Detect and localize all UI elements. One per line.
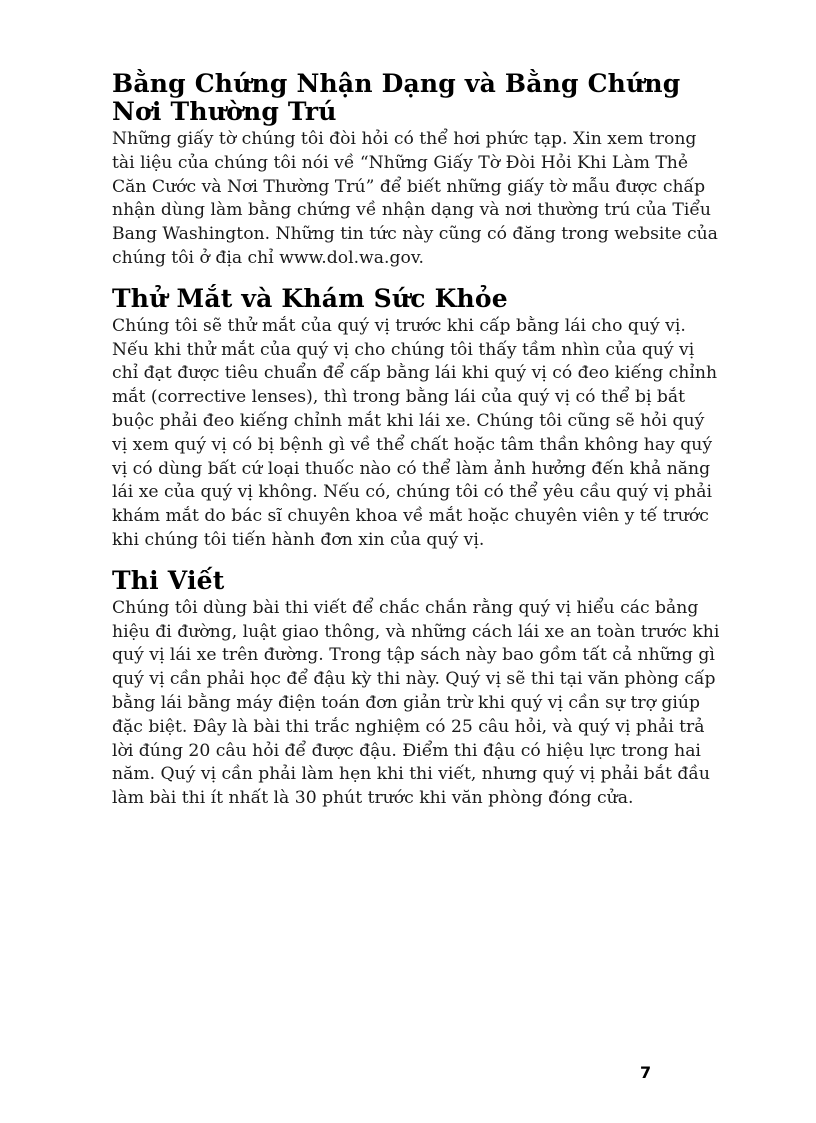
page-number: 7 [640, 1063, 652, 1082]
section-body: Chúng tôi dùng bài thi viết để chắc chắn rằng quý vị hiểu các bảng hiệu đi đường, luật giao thông, và những cách lái xe an toàn trước khi quý vị lái xe trên đường. Trong tập sách này bao gồm tất cả những gì quý vị cần phải học để đậu kỳ thi này. Quý vị sẽ thi tại văn phòng cấp bằng lái bằng máy điện toán đơn giản trừ khi quý vị cần sự trợ giúp đặc biệt. Đây là bài thi trắc nghiệm có 25 câu hỏi, và quý vị phải trả lời đúng 20 câu hỏi để được đậu. Điểm thi đậu có hiệu lực trong hai năm. Quý vị cần phải làm hẹn khi thi viết, nhưng quý vị phải bắt đầu làm bài thi ít nhất là 30 phút trước khi văn phòng đóng cửa. [112, 597, 720, 809]
heading-line-1: Bằng Chứng Nhận Dạng và Bằng Chứng [112, 69, 681, 98]
section-body: Chúng tôi sẽ thử mắt của quý vị trước khi cấp bằng lái cho quý vị. Nếu khi thử mắt của quý vị cho chúng tôi thấy tầm nhìn của quý vị chỉ đạt được tiêu chuẩn để cấp bằng lái khi quý vị có đeo kiếng chỉnh mắt (corrective lenses), thì trong bằng lái của quý vị có thể bị bắt buộc phải đeo kiếng chỉnh mắt khi lái xe. Chúng tôi cũng sẽ hỏi quý vị xem quý vị có bị bệnh gì về thể chất hoặc tâm thần không hay quý vị có dùng bất cứ loại thuốc nào có thể làm ảnh hưởng đến khả năng lái xe của quý vị không. Nếu có, chúng tôi có thể yêu cầu quý vị phải khám mắt do bác sĩ chuyên khoa về mắt hoặc chuyên viên y tế trước khi chúng tôi tiến hành đơn xin của quý vị. [112, 315, 718, 550]
section-body: Những giấy tờ chúng tôi đòi hỏi có thể hơi phức tạp. Xin xem trong tài liệu của chúng tôi nói về “Những Giấy Tờ Đòi Hỏi Khi Làm Thẻ Căn Cước và Nơi Thường Trú” để biết những giấy tờ mẫu được chấp nhận dùng làm bằng chứng về nhận dạng và nơi thường trú của Tiểu Bang Washington. Những tin tức này cũng có đăng trong website của chúng tôi ở địa chỉ www.dol.wa.gov. [112, 129, 718, 268]
document-page [112, 70, 722, 825]
section-written-test [112, 567, 722, 811]
section-proof-of-identity [112, 70, 722, 271]
section-heading: Thi Viết [112, 565, 225, 595]
section-heading: Thử Mắt và Khám Sức Khỏe [112, 283, 508, 313]
heading-line-2: Nơi Thường Trú [112, 97, 337, 126]
section-heading [112, 70, 722, 126]
section-vision-medical [112, 285, 722, 553]
